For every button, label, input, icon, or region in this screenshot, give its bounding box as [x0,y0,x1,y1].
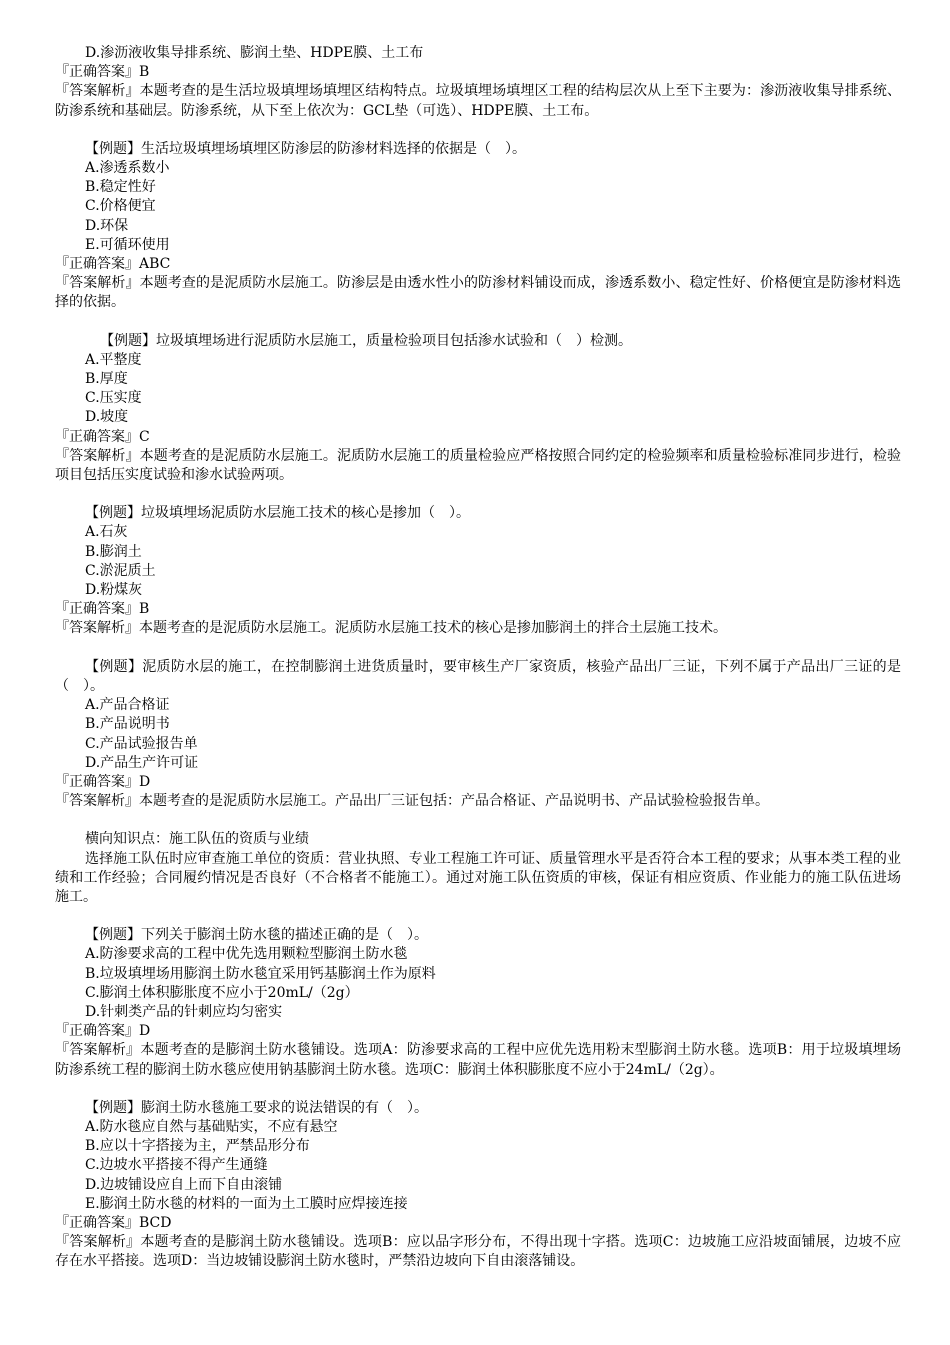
option-e: E.膨润土防水毯的材料的一面为土工膜时应焊接连接 [85,1195,408,1212]
knowledge-title: 横向知识点：施工队伍的资质与业绩 [85,831,309,848]
answer-explanation: 『答案解析』本题考查的是膨润土防水毯铺设。选项A：防渗要求高的工程中应优先选用粉末型膨润土防水毯。选项B：用于垃圾填埋场防渗系统工程的膨润土防水毯应使用钠基膨润土防水毯。选项C：膨润土体积膨胀度不应小于24mL/（2g）。 [55,1042,901,1078]
option-b: B.稳定性好 [85,179,156,196]
option-c: C.价格便宜 [85,198,156,215]
correct-answer: 『正确答案』C [55,428,150,445]
option-a: A.防渗要求高的工程中优先选用颗粒型膨润土防水毯 [85,946,408,963]
correct-answer: 『正确答案』ABC [55,256,171,273]
option-d: D.产品生产许可证 [85,754,199,771]
option-d: D.针刺类产品的针刺应均匀密实 [85,1003,283,1020]
question-text: 【例题】膨润土防水毯施工要求的说法错误的有（ ）。 [85,1099,428,1116]
option-b: B.垃圾填埋场用膨润土防水毯宜采用钙基膨润土作为原料 [85,965,436,982]
option-d: D.粉煤灰 [85,582,143,599]
option-a: A.平整度 [85,351,142,368]
option-a: A.石灰 [85,524,128,541]
option-c: C.产品试验报告单 [85,735,198,752]
correct-answer: 『正确答案』D [55,1023,151,1040]
option-c: C.淤泥质土 [85,562,156,579]
correct-answer: 『正确答案』B [55,601,150,618]
question-text: 【例题】垃圾填埋场进行泥质防水层施工，质量检验项目包括渗水试验和（ ）检测。 [100,332,632,349]
knowledge-body: 选择施工队伍时应审查施工单位的资质：营业执照、专业工程施工许可证、质量管理水平是否符合本工程的要求；从事本类工程的业绩和工作经验；合同履约情况是否良好（不合格者不能施工）。通过对施工队伍资质的审核，保证有相应资质、作业能力的施工队伍进场施工。 [55,850,901,905]
option-d: D.坡度 [85,409,129,426]
answer-explanation: 『答案解析』本题考查的是泥质防水层施工。防渗层是由透水性小的防渗材料铺设而成，渗透系数小、稳定性好、价格便宜是防渗材料选择的依据。 [55,275,901,311]
option-c: C.膨润土体积膨胀度不应小于20mL/（2g） [85,984,359,1001]
option-d: D.环保 [85,217,129,234]
question-text: 【例题】垃圾填埋场泥质防水层施工技术的核心是掺加（ ）。 [85,505,470,522]
correct-answer: 『正确答案』D [55,773,151,790]
option-b: B.厚度 [85,371,128,388]
option-a: A.防水毯应自然与基础贴实，不应有悬空 [85,1118,338,1135]
option-b: B.膨润土 [85,543,142,560]
question-text: 【例题】泥质防水层的施工，在控制膨润土进货质量时，要审核生产厂家资质，核验产品出厂三证，下列不属于产品出厂三证的是（ ）。 [55,658,901,694]
option-c: C.边坡水平搭接不得产生通缝 [85,1157,268,1174]
correct-answer: 『正确答案』BCD [55,1214,172,1231]
option-e: E.可循环使用 [85,236,170,253]
answer-explanation: 『答案解析』本题考查的是泥质防水层施工。泥质防水层施工技术的核心是掺加膨润土的拌合土层施工技术。 [55,620,727,637]
correct-answer: 『正确答案』B [55,64,150,81]
option-a: A.渗透系数小 [85,160,170,177]
option-a: A.产品合格证 [85,697,170,714]
option-d: D.渗沥液收集导排系统、膨润土垫、HDPE膜、土工布 [85,45,424,61]
question-text: 【例题】生活垃圾填埋场填埋区防渗层的防渗材料选择的依据是（ ）。 [85,140,526,157]
answer-explanation: 『答案解析』本题考查的是泥质防水层施工。产品出厂三证包括：产品合格证、产品说明书、产品试验检验报告单。 [55,793,769,810]
answer-explanation: 『答案解析』本题考查的是膨润土防水毯铺设。选项B：应以品字形分布，不得出现十字搭。选项C：边坡施工应沿坡面铺展，边坡不应存在水平搭接。选项D：当边坡铺设膨润土防水毯时，严禁沿边坡向下自由滚落铺设。 [55,1234,901,1270]
option-d: D.边坡铺设应自上而下自由滚铺 [85,1176,283,1193]
answer-explanation: 『答案解析』本题考查的是泥质防水层施工。泥质防水层施工的质量检验应严格按照合同约定的检验频率和质量检验标准同步进行，检验项目包括压实度试验和渗水试验两项。 [55,447,901,484]
option-b: B.产品说明书 [85,716,170,733]
answer-explanation: 『答案解析』本题考查的是生活垃圾填埋场填埋区结构特点。垃圾填埋场填埋区工程的结构层次从上至下主要为：渗沥液收集导排系统、防渗系统和基础层。防渗系统，从下至上依次为：GCL垫（可选）、HDPE膜、土工布。 [55,83,901,119]
document-page [55,44,901,1272]
question-text: 【例题】下列关于膨润土防水毯的描述正确的是（ ）。 [85,927,428,944]
option-c: C.压实度 [85,390,142,407]
option-b: B.应以十字搭接为主，严禁品形分布 [85,1138,310,1155]
